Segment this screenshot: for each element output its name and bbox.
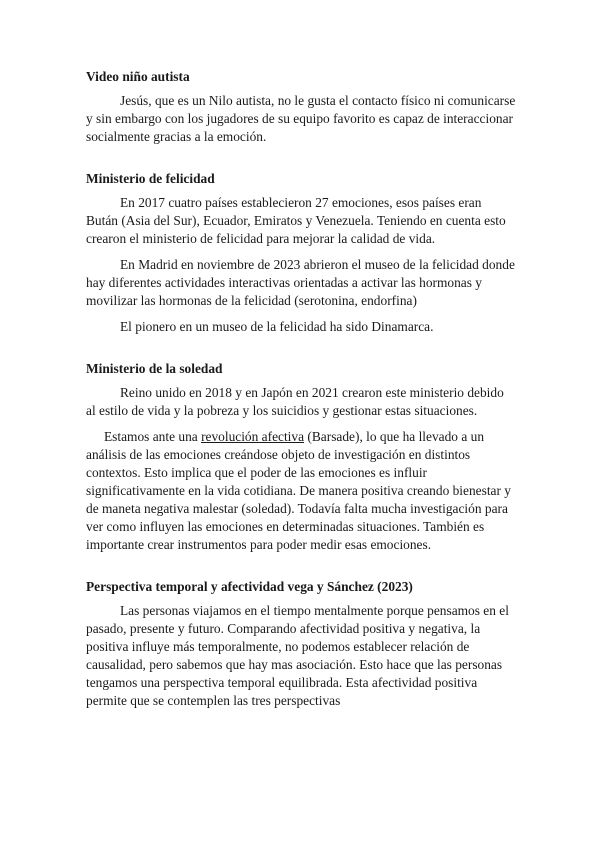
document-body: [86, 68, 516, 734]
section-video-nino-autista: [86, 68, 516, 146]
paragraph-text-after: (Barsade), lo que ha llevado a un análisis de las emociones creándose objeto de investigación en distintos contextos. Esto implica que el poder de las emociones es influir significativamente en la vida cotidiana. De manera positiva creando bienestar y de maneta negativa malestar (soledad). Todavía falta mucha investigación para ver como influyen las emociones en determinadas situaciones. También es importante crear instrumentos para poder medir esas emociones.: [86, 429, 511, 552]
paragraph-text-before: Estamos ante una: [104, 429, 202, 444]
paragraph: El pionero en un museo de la felicidad ha sido Dinamarca.: [120, 319, 434, 334]
section-heading: Perspectiva temporal y afectividad vega y Sánchez (2023): [86, 579, 413, 594]
paragraph-revolucion-afectiva: [86, 428, 516, 554]
paragraph: En Madrid en noviembre de 2023 abrieron el museo de la felicidad donde hay diferentes actividades interactivas orientadas a activar las hormonas y movilizar las hormonas de la felicidad (serotonina, endorfina): [86, 257, 515, 308]
paragraph: Reino unido en 2018 y en Japón en 2021 crearon este ministerio debido al estilo de vida y la pobreza y los suicidios y gestionar estas situaciones.: [86, 385, 504, 418]
revolucion-afectiva-link[interactable]: revolución afectiva: [201, 429, 305, 444]
paragraph: En 2017 cuatro países establecieron 27 emociones, esos países eran Bután (Asia del Sur), Ecuador, Emiratos y Venezuela. Teniendo en cuenta esto crearon el ministerio de felicidad para mejorar la calidad de vida.: [86, 195, 506, 246]
paragraph: Las personas viajamos en el tiempo mentalmente porque pensamos en el pasado, presente y futuro. Comparando afectividad positiva y negativa, la positiva influye más temporalmente, no podemos establecer relación de causalidad, pero sabemos que hay mas asociación. Esto hace que las personas tengamos una perspectiva temporal equilibrada. Esta afectividad positiva permite que se contemplen las tres perspectivas: [86, 603, 509, 708]
paragraph: Jesús, que es un Nilo autista, no le gusta el contacto físico ni comunicarse y sin embargo con los jugadores de su equipo favorito es capaz de interaccionar socialmente gracias a la emoción.: [86, 93, 516, 144]
section-ministerio-felicidad: [86, 170, 516, 336]
section-heading: Ministerio de la soledad: [86, 361, 223, 376]
section-heading: Video niño autista: [86, 69, 190, 84]
section-perspectiva-temporal: [86, 578, 516, 710]
section-heading: Ministerio de felicidad: [86, 171, 215, 186]
section-ministerio-soledad: [86, 360, 516, 554]
